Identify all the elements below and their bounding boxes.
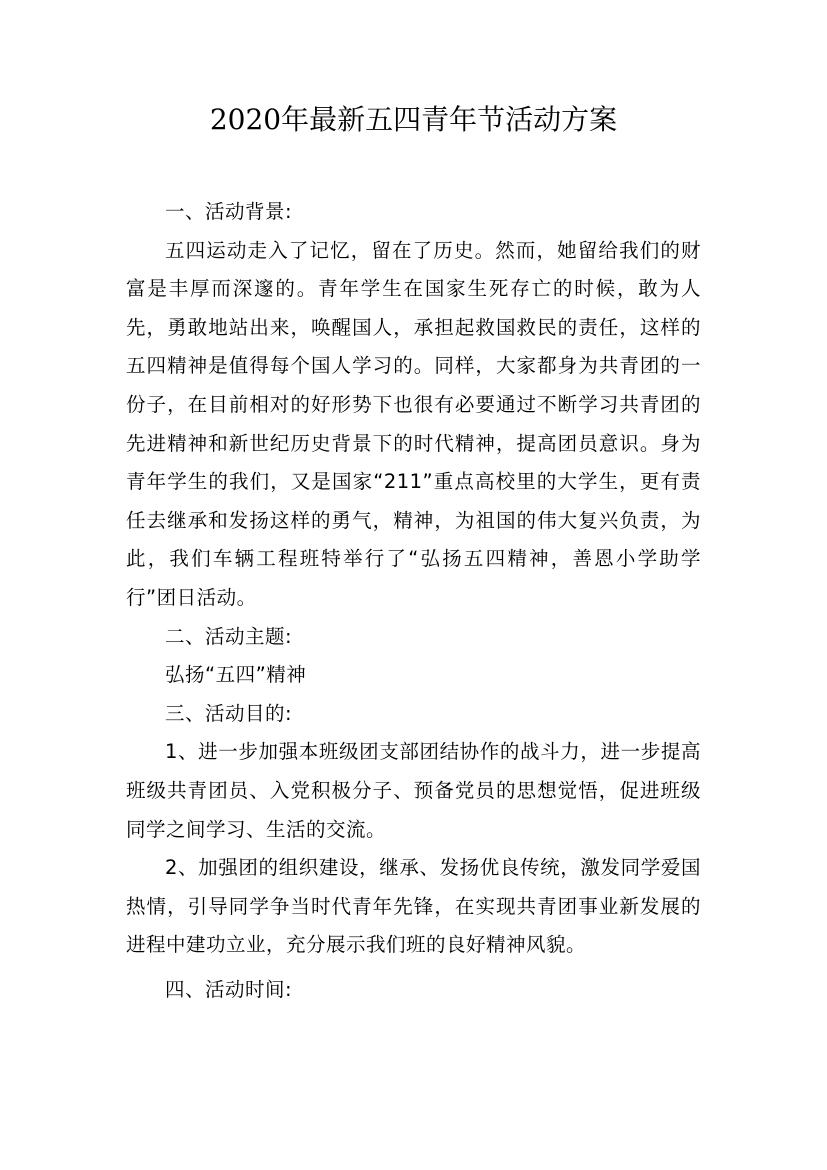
section-heading-theme: 二、活动主题:: [165, 624, 293, 648]
section-heading-background: 一、活动背景:: [165, 200, 293, 223]
section-heading-time: 四、活动时间:: [165, 977, 293, 1001]
section-heading-purpose: 三、活动目的:: [165, 701, 293, 725]
paragraph-purpose-item-2: 2、加强团的组织建设，继承、发扬优良传统，激发同学爱国热情，引导同学争当时代青年先锋，在实现共青团事业新发展的进程中建功立业，充分展示我们班的良好精神风貌。: [126, 856, 701, 957]
document-title: 2020年最新五四青年节活动方案: [209, 103, 618, 136]
paragraph-purpose-item-1: 1、进一步加强本班级团支部团结协作的战斗力，进一步提高班级共青团员、入党积极分子、预备党员的思想觉悟，促进班级同学之间学习、生活的交流。: [126, 740, 701, 841]
paragraph-theme: 弘扬“五四”精神: [165, 663, 307, 687]
document-body: [126, 193, 701, 1009]
paragraph-background: 五四运动走入了记忆，留在了历史。然而，她留给我们的财富是丰厚而深邃的。青年学生在国家生死存亡的时候，敢为人先，勇敢地站出来，唤醒国人，承担起救国救民的责任，这样的五四精神是值得每个国人学习的。同样，大家都身为共青团的一份子，在目前相对的好形势下也很有必要通过不断学习共青团的先进精神和新世纪历史背景下的时代精神，提高团员意识。身为青年学生的我们，又是国家“211”重点高校里的大学生，更有责任去继承和发扬这样的勇气，精神，为祖国的伟大复兴负责，为此，我们车辆工程班特举行了“弘扬五四精神，善恩小学助学行”团日活动。: [126, 238, 701, 609]
